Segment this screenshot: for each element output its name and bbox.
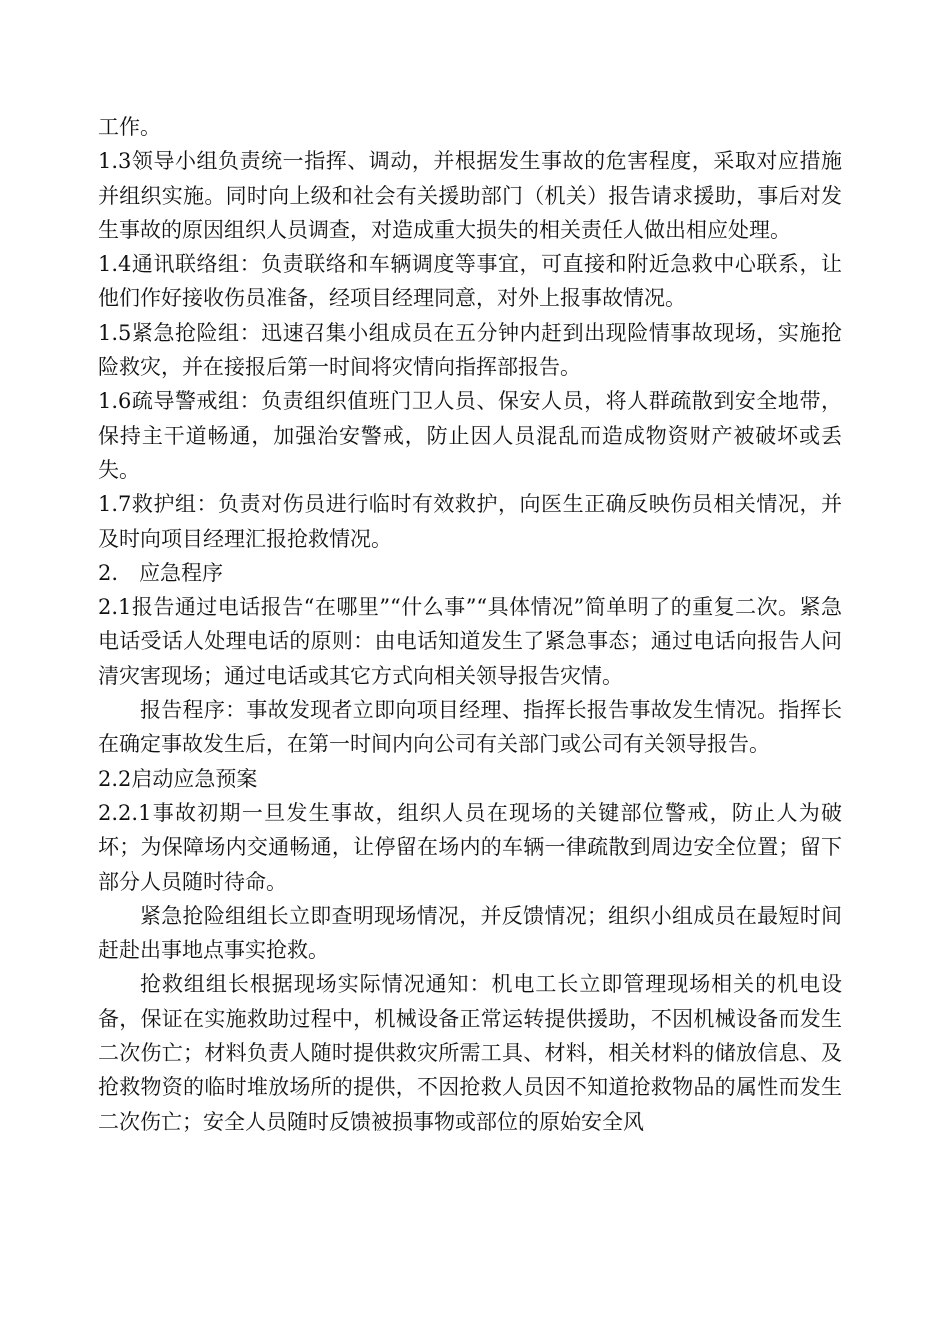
paragraph-1-3: 1.3领导小组负责统一指挥、调动，并根据发生事故的危害程度，采取对应措施并组织实施。同时向上级和社会有关援助部门（机关）报告请求援助，事后对发生事故的原因组织人员调查，对造成重大损失的相关责任人做出相应处理。 xyxy=(98,149,842,242)
paragraph-emergency-team: 紧急抢险组组长立即查明现场情况，并反馈情况；组织小组成员在最短时间赶赴出事地点事实抢救。 xyxy=(98,903,842,963)
paragraph-1-7: 1.7救护组：负责对伤员进行临时有效救护，向医生正确反映伤员相关情况，并及时向项目经理汇报抢救情况。 xyxy=(98,492,842,551)
paragraph-2-2-1: 2.2.1事故初期一旦发生事故，组织人员在现场的关键部位警戒，防止人为破坏；为保障场内交通畅通，让停留在场内的车辆一律疏散到周边安全位置；留下部分人员随时待命。 xyxy=(98,800,842,894)
section-heading-2-2: 2.2启动应急预案 xyxy=(98,766,258,791)
section-heading-2: 2. 应急程序 xyxy=(98,560,224,585)
paragraph-work-end: 工作。 xyxy=(98,115,161,139)
paragraph-1-5: 1.5紧急抢险组：迅速召集小组成员在五分钟内赶到出现险情事故现场，实施抢险救灾，并在接报后第一时间将灾情向指挥部报告。 xyxy=(98,320,842,380)
document-page xyxy=(98,110,842,1139)
paragraph-rescue-team: 抢救组组长根据现场实际情况通知：机电工长立即管理现场相关的机电设备，保证在实施救助过程中，机械设备正常运转提供援助，不因机械设备而发生二次伤亡；材料负责人随时提供救灾所需工具、材料，相关材料的储放信息、及抢救物资的临时堆放场所的提供，不因抢救人员因不知道抢救物品的属性而发生二次伤亡；安全人员随时反馈被损事物或部位的原始安全风 xyxy=(98,972,842,1134)
paragraph-2-1: 2.1报告通过电话报告“在哪里”“什么事”“具体情况”简单明了的重复二次。紧急电话受话人处理电话的原则：由电话知道发生了紧急事态；通过电话向报告人问清灾害现场；通过电话或其它方式向相关领导报告灾情。 xyxy=(98,595,842,688)
paragraph-report-procedure: 报告程序：事故发现者立即向项目经理、指挥长报告事故发生情况。指挥长在确定事故发生后，在第一时间内向公司有关部门或公司有关领导报告。 xyxy=(98,698,842,757)
paragraph-1-6: 1.6疏导警戒组：负责组织值班门卫人员、保安人员，将人群疏散到安全地带，保持主干道畅通，加强治安警戒，防止因人员混乱而造成物资财产被破坏或丢失。 xyxy=(98,389,842,482)
paragraph-1-4: 1.4通讯联络组：负责联络和车辆调度等事宜，可直接和附近急救中心联系，让他们作好接收伤员准备，经项目经理同意，对外上报事故情况。 xyxy=(98,252,842,311)
